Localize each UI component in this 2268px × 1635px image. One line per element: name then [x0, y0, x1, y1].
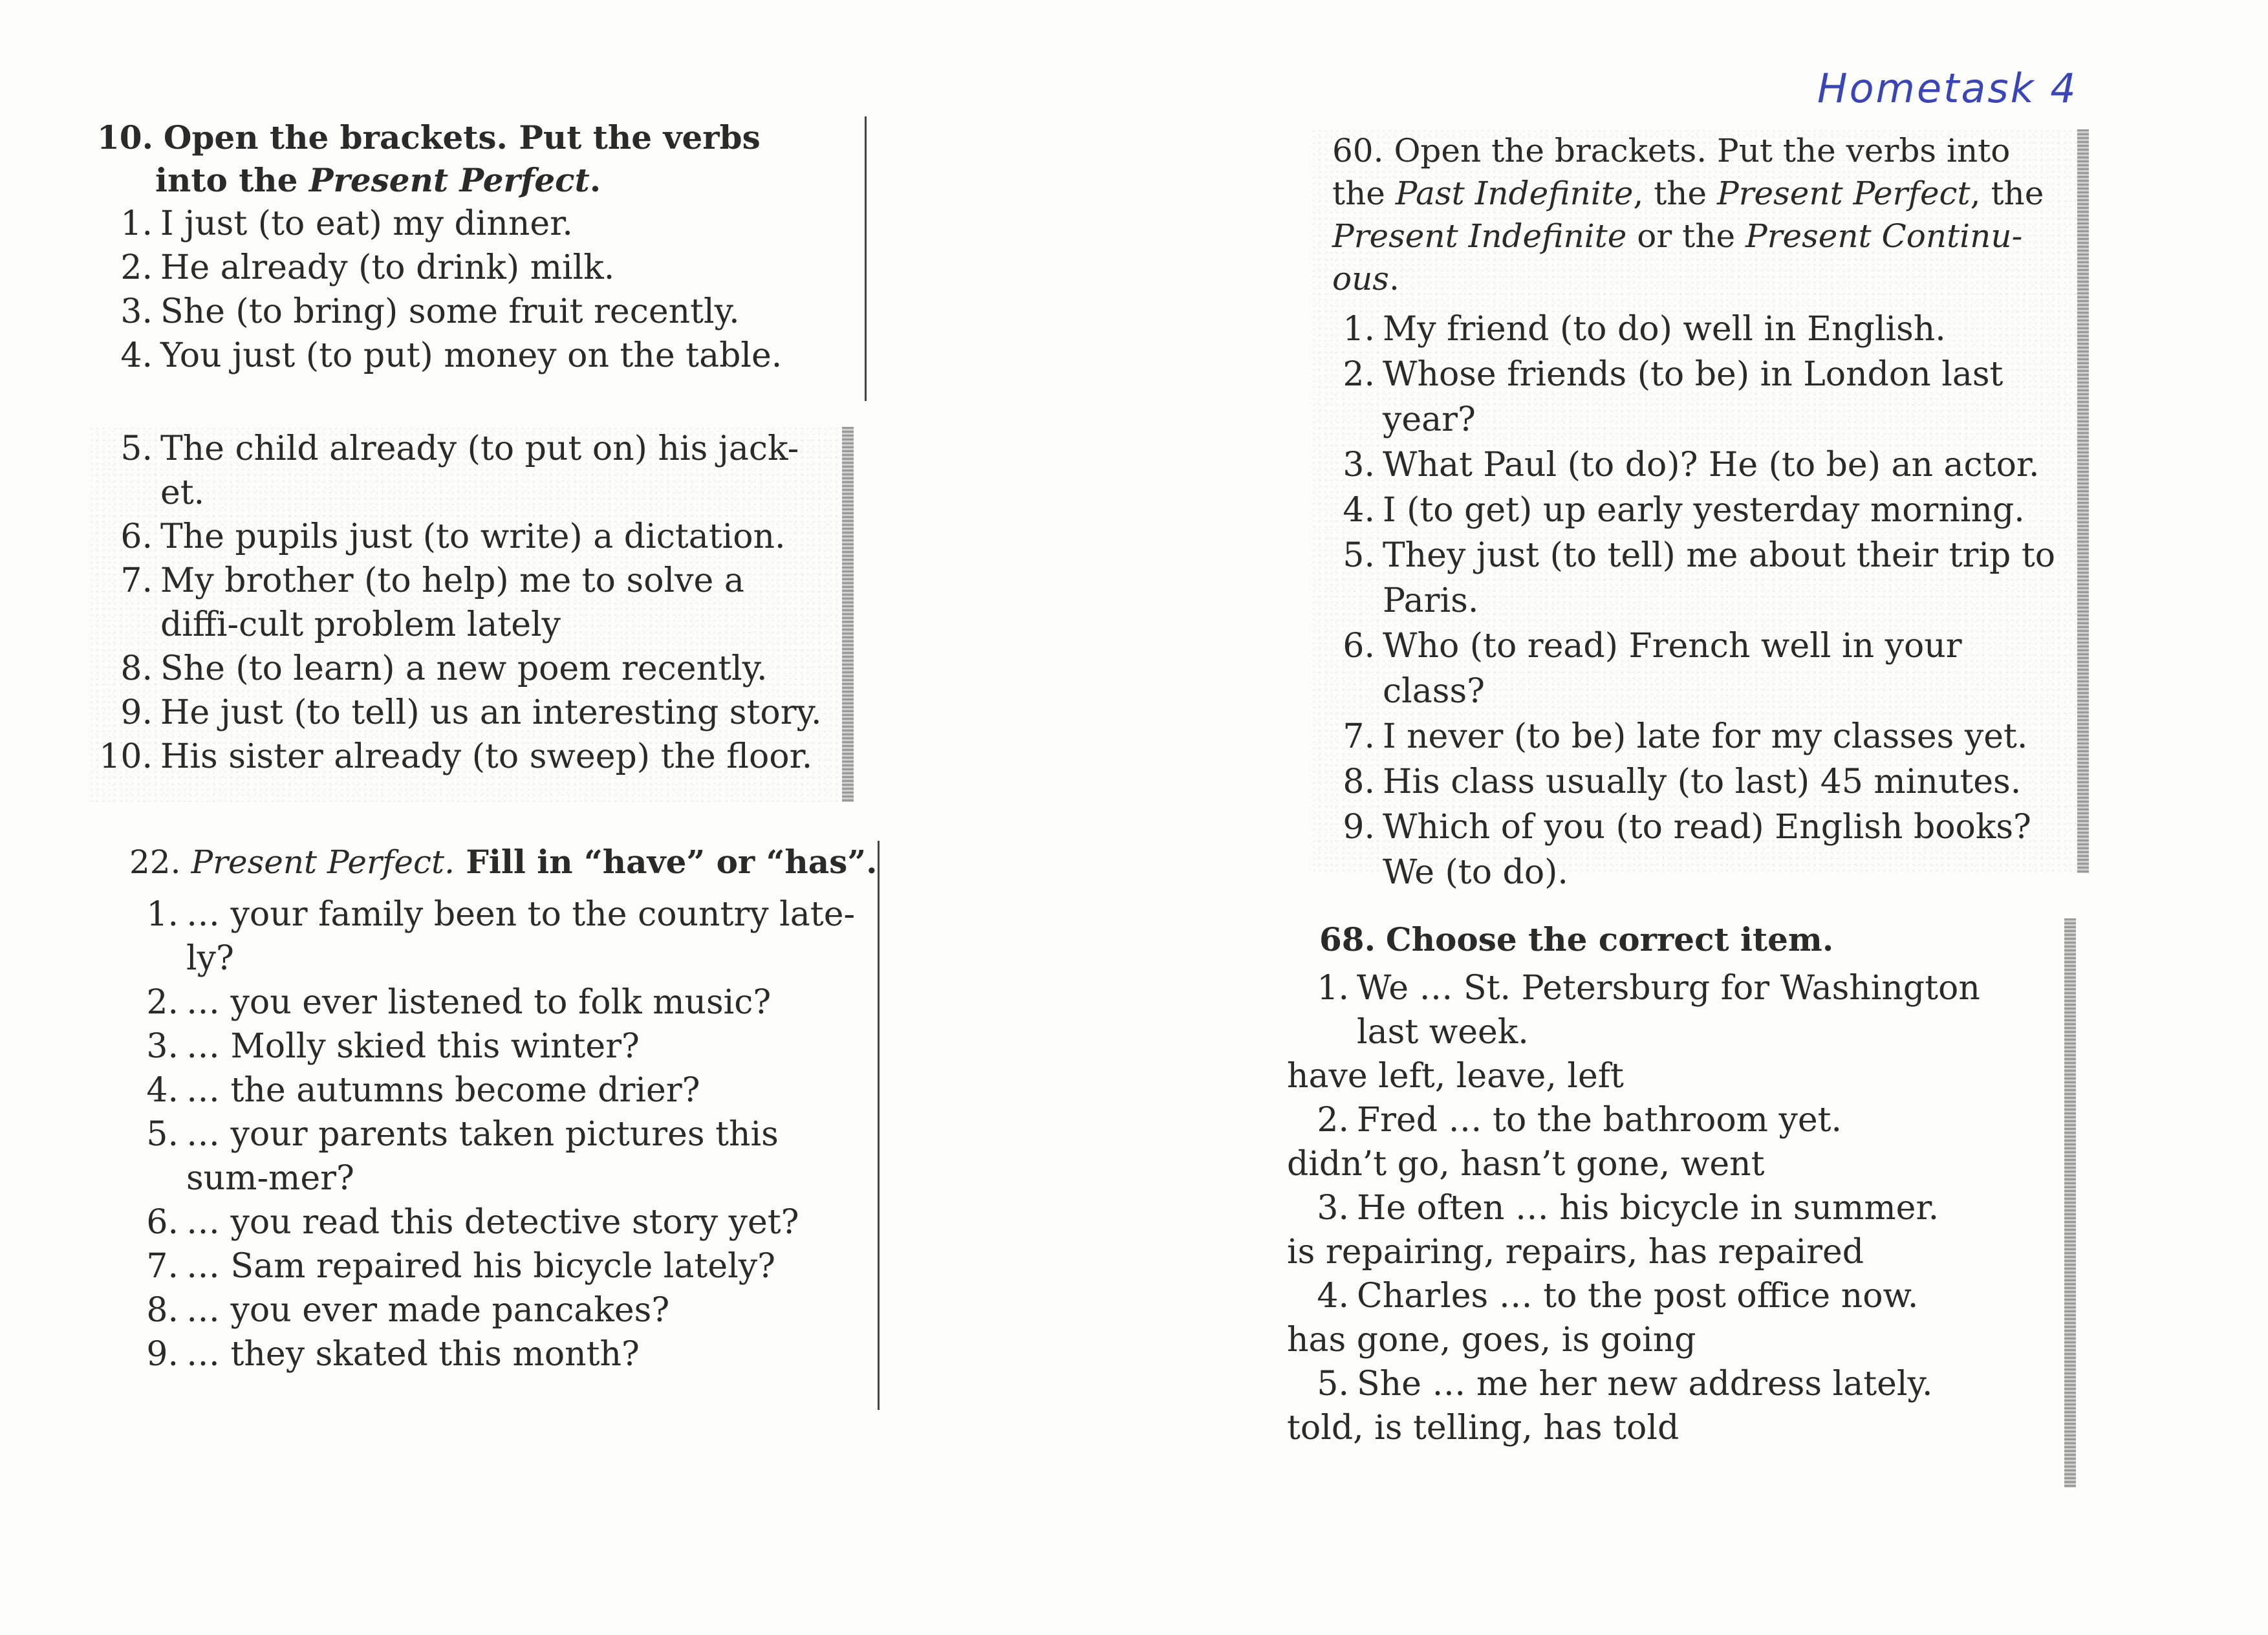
column-rule	[842, 427, 854, 802]
list-item: 6. The pupils just (to write) a dictation.	[120, 517, 786, 556]
exercise-22-title: 22. Present Perfect. Fill in “have” or “has”.	[129, 843, 878, 881]
exercise-number: 22.	[129, 843, 181, 881]
list-item: 8. His class usually (to last) 45 minutes.	[1343, 763, 2022, 801]
list-item: 10. His sister already (to sweep) the floor.	[99, 737, 813, 776]
list-item: 6. Who (to read) French well in your class?	[1343, 627, 1962, 711]
list-item: 5. The child already (to put on) his jack-et.	[120, 429, 799, 512]
list-item: 2. He already (to drink) milk.	[120, 248, 615, 287]
exercise-10-title	[91, 116, 867, 159]
list-item: 3. She (to bring) some fruit recently.	[120, 292, 740, 331]
list-item: 7. … Sam repaired his bicycle lately?	[146, 1247, 775, 1286]
column-rule	[2064, 918, 2076, 1488]
answer-options: didn’t go, hasn’t gone, went	[1287, 1145, 1765, 1184]
list-item: 9. He just (to tell) us an interesting story.	[120, 693, 822, 732]
exercise-60-title: 60. Open the brackets. Put the verbs into the Past Indefinite, the Present Perfect, the Present Indefinite or the Present Continu-ous.	[1332, 132, 2044, 298]
exercise-60	[1313, 129, 2089, 892]
list-item: 3. He often … his bicycle in summer.	[1317, 1189, 1939, 1228]
column-rule	[2077, 129, 2089, 873]
exercise-10-part-b	[91, 427, 854, 802]
list-item: 8. She (to learn) a new poem recently.	[120, 649, 768, 688]
exercise-10-title-line2: into the Present Perfect.	[155, 161, 601, 199]
list-item: 1. … your family been to the country late-ly?	[146, 895, 856, 978]
list-item: 9. Which of you (to read) English books? We (to do).	[1343, 808, 2031, 892]
list-item: 3. What Paul (to do)? He (to be) an actor.	[1343, 446, 2040, 484]
exercise-number: 68.	[1319, 920, 1376, 958]
list-item: 2. Whose friends (to be) in London last year?	[1343, 355, 2003, 439]
list-item: 1. My friend (to do) well in English.	[1343, 310, 1946, 349]
list-item: 4. … the autumns become drier?	[146, 1071, 700, 1110]
list-item: 3. … Molly skied this winter?	[146, 1027, 640, 1066]
answer-options: has gone, goes, is going	[1287, 1321, 1696, 1359]
list-item: 4. You just (to put) money on the table.	[120, 336, 783, 375]
list-item: 8. … you ever made pancakes?	[146, 1291, 670, 1330]
list-item: 4. I (to get) up early yesterday morning.	[1343, 491, 2025, 530]
list-item: 2. Fred … to the bathroom yet.	[1317, 1101, 1842, 1140]
exercise-68	[1287, 918, 2076, 1488]
exercise-10-title-line1: Open the brackets. Put the verbs	[163, 118, 761, 157]
answer-options: is repairing, repairs, has repaired	[1287, 1233, 1864, 1272]
list-item: 5. They just (to tell) me about their trip to Paris.	[1343, 536, 2056, 620]
answer-options: told, is telling, has told	[1287, 1409, 1679, 1447]
list-item: 2. … you ever listened to folk music?	[146, 983, 772, 1022]
list-item: 6. … you read this detective story yet?	[146, 1203, 799, 1242]
list-item: 7. I never (to be) late for my classes yet.	[1343, 717, 2028, 756]
list-item: 5. … your parents taken pictures this sum-mer?	[146, 1115, 779, 1198]
exercise-10-part-a	[91, 116, 867, 401]
answer-options: have left, leave, left	[1287, 1057, 1624, 1096]
exercise-number: 60.	[1332, 132, 1384, 169]
list-item: 9. … they skated this month?	[146, 1335, 640, 1374]
list-item: 7. My brother (to help) me to solve a diffi-cult problem lately	[120, 561, 744, 644]
handwritten-note: Hometask 4	[1817, 65, 2078, 112]
exercise-22	[116, 841, 880, 1410]
list-item: 1. I just (to eat) my dinner.	[120, 204, 573, 243]
column-rule	[865, 116, 867, 401]
list-item: 4. Charles … to the post office now.	[1317, 1277, 1919, 1316]
list-item: 1. We … St. Petersburg for Washington last week.	[1317, 969, 1980, 1052]
exercise-number: 10.	[97, 118, 153, 157]
column-rule	[878, 841, 880, 1410]
exercise-68-title: 68. Choose the correct item.	[1319, 920, 1834, 958]
list-item: 5. She … me her new address lately.	[1317, 1365, 1933, 1403]
